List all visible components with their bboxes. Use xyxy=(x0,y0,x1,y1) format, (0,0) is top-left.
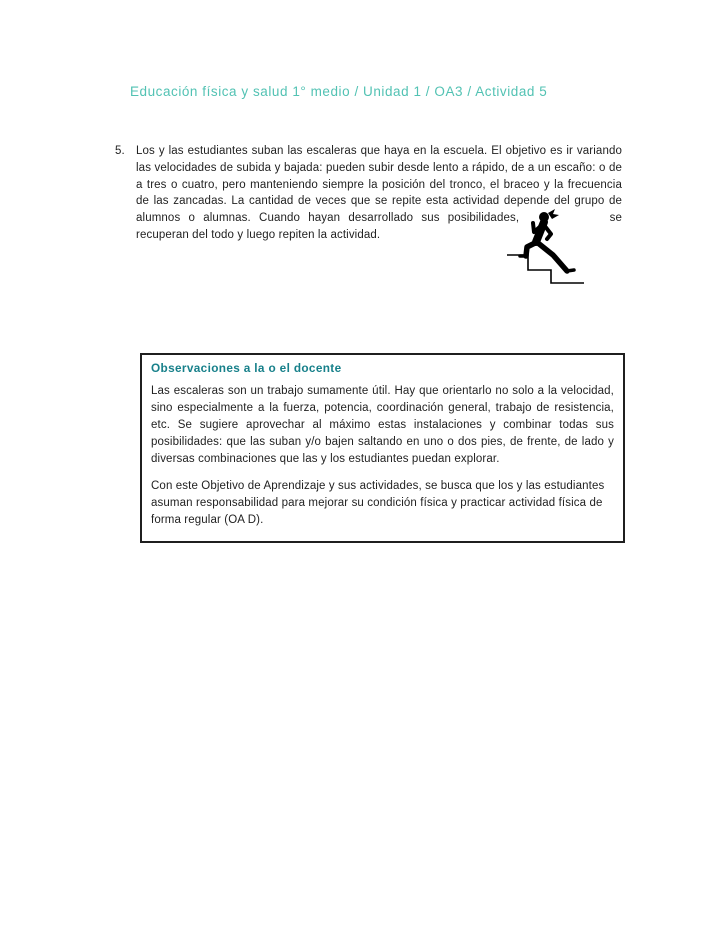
activity-number: 5. xyxy=(115,145,125,157)
observations-paragraph-1: Las escaleras son un trabajo sumamente útil. Hay que orientarlo no solo a la velocidad, sino especialmente a la fuerza, potencia, coordinación general, trabajo de resistencia, etc. Se sugiere aprovechar al máximo estas instalaciones y combinar todas sus posibilidades: que las suban y/o bajen saltando en uno o dos pies, de frente, de lado y diversas combinaciones que las y los estudiantes puedan explorar. xyxy=(151,385,614,465)
observations-paragraph-2: Con este Objetivo de Aprendizaje y sus actividades, se busca que los y las estudiantes asuman responsabilidad para mejorar su condición física y practicar actividad física de forma regular (OA D). xyxy=(151,480,605,526)
activity-item-5 xyxy=(115,143,622,244)
activity-text-after-image: se recuperan del todo y luego repiten la actividad. xyxy=(136,212,622,241)
stairs-runner-icon xyxy=(507,205,604,291)
observations-box-title: Observaciones a la o el docente xyxy=(151,361,342,375)
observations-box xyxy=(140,353,625,543)
activity-text-before-image: Los y las estudiantes suban las escaleras que haya en la escuela. El objetivo es ir variando las velocidades de subida y bajada: pueden subir desde lento a rápido, de a un escaño: o de a tres o cuatro, pero manteniendo siempre la posición del tronco, el braceo y la frecuencia de las zancadas. La cantidad de veces que se repite esta actividad depende del grupo de alumnos o alumnas. Cuando hayan desarrollado sus posibilidades, xyxy=(136,145,622,225)
runner-stairs-image xyxy=(527,212,601,221)
breadcrumb: Educación física y salud 1° medio / Unidad 1 / OA3 / Actividad 5 xyxy=(130,84,548,99)
activity-text xyxy=(136,143,622,244)
